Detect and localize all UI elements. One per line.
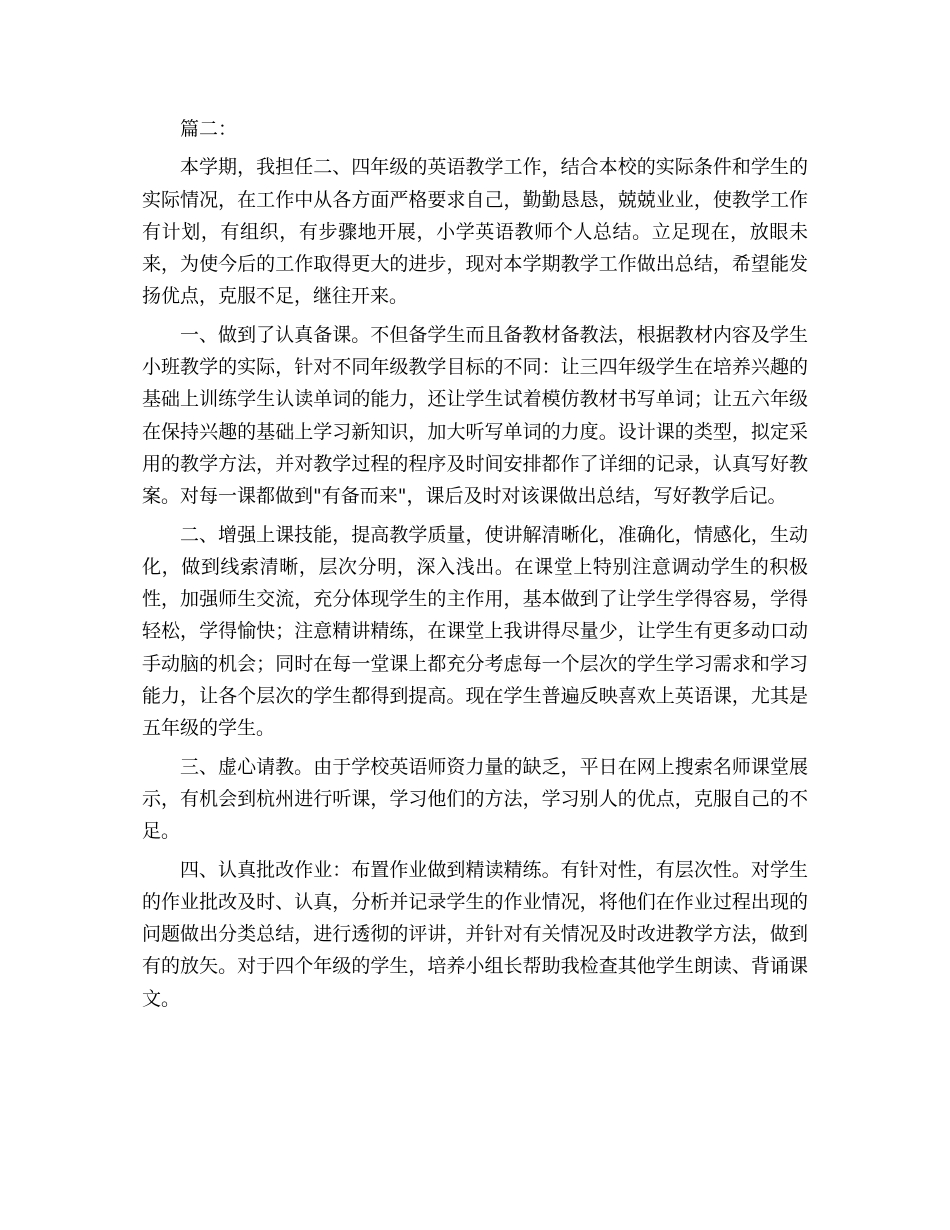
paragraph-homework-correction: 四、认真批改作业：布置作业做到精读精练。有针对性，有层次性。对学生的作业批改及时、认真，分析并记录学生的作业情况，将他们在作业过程出现的问题做出分类总结，进行透彻的评讲，并针对有关情况及时改进教学方法，做到有的放矢。对于四个年级的学生，培养小组长帮助我检查其他学生朗读、背诵课文。 [142,858,808,1010]
section-heading: 篇二： [180,118,238,140]
paragraph-intro: 本学期，我担任二、四年级的英语教学工作，结合本校的实际条件和学生的实际情况，在工作中从各方面严格要求自己，勤勤恳恳，兢兢业业，使教学工作有计划，有组织，有步骤地开展，小学英语教师个人总结。立足现在，放眼未来，为使今后的工作取得更大的进步，现对本学期教学工作做出总结，希望能发扬优点，克服不足，继往开来。 [142,156,808,308]
document-page [142,113,808,1021]
paragraph-lesson-preparation: 一、做到了认真备课。不但备学生而且备教材备教法，根据教材内容及学生小班教学的实际，针对不同年级教学目标的不同：让三四年级学生在培养兴趣的基础上训练学生认读单词的能力，还让学生试着模仿教材书写单词；让五六年级在保持兴趣的基础上学习新知识，加大听写单词的力度。设计课的类型，拟定采用的教学方法，并对教学过程的程序及时间安排都作了详细的记录，认真写好教案。对每一课都做到"有备而来"，课后及时对该课做出总结，写好教学后记。 [142,323,808,508]
paragraph-teaching-skills: 二、增强上课技能，提高教学质量，使讲解清晰化，准确化，情感化，生动化，做到线索清晰，层次分明，深入浅出。在课堂上特别注意调动学生的积极性，加强师生交流，充分体现学生的主作用，基本做到了让学生学得容易，学得轻松，学得愉快；注意精讲精练，在课堂上我讲得尽量少，让学生有更多动口动手动脑的机会；同时在每一堂课上都充分考虑每一个层次的学生学习需求和学习能力，让各个层次的学生都得到提高。现在学生普遍反映喜欢上英语课，尤其是五年级的学生。 [142,523,808,740]
paragraph-learning-from-others: 三、虚心请教。由于学校英语师资力量的缺乏，平日在网上搜索名师课堂展示，有机会到杭州进行听课，学习他们的方法，学习别人的优点，克服自己的不足。 [142,755,808,843]
